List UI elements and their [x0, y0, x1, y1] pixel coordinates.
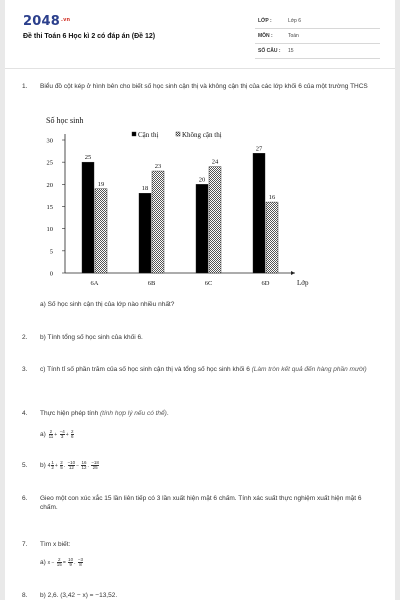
question-text: Biểu đồ cột kép ở hình bên cho biết số học sinh cận thị và không cận thị của các lớp khối 6 của một trường THCS: [40, 83, 368, 90]
question-text: a) Số học sinh cận thị của lớp nào nhiều nhất?: [40, 301, 175, 308]
x-tick-label: 6D: [261, 280, 270, 287]
question-text: Gieo một con xúc xắc 15 lần liên tiếp có 3 lần xuất hiện mặt 6 chấm. Tính xác suất thực nghiệm xuất hiện mặt 6 chấm.: [40, 495, 362, 511]
formula-expression: x − $\frac{2}{15}$ = $\frac{10}{9}$ . $\frac{-3}{8}$: [47, 557, 84, 568]
fraction: $\frac{1}{2}$: [51, 460, 54, 471]
y-axis-label: Số học sinh: [46, 116, 84, 125]
exam-meta: [255, 14, 380, 59]
x-axis-arrow: [291, 271, 295, 275]
fraction: $\frac{10}{9}$: [68, 557, 74, 568]
meta-value: Toán: [288, 33, 299, 39]
formula-expression: $\frac{2}{11}$ + $\frac{-4}{3}$ + $\frac{2}{6}$: [48, 429, 74, 440]
fraction: $\frac{-3}{8}$: [77, 557, 84, 568]
x-tick-label: 6B: [147, 280, 156, 287]
formula-line: [40, 461, 380, 471]
y-tick-label: 15: [46, 204, 53, 211]
bar-value-label: 24: [211, 158, 219, 166]
bar-value-label: 18: [141, 185, 149, 193]
bar: [82, 162, 94, 273]
bar: [196, 184, 208, 273]
fraction: $\frac{2}{11}$: [48, 429, 54, 440]
legend-swatch: [132, 132, 136, 136]
question-number: 3.: [22, 366, 28, 373]
question-text-end: .: [166, 410, 169, 417]
meta-key: LỚP :: [258, 18, 272, 24]
y-tick-label: 20: [46, 181, 53, 189]
bar-value-label: 23: [154, 163, 162, 171]
y-tick-label: 0: [49, 270, 53, 278]
bar: [253, 153, 265, 273]
fraction: $\frac{-18}{25}$: [91, 460, 99, 471]
question-text: [40, 365, 380, 374]
question-number: 8.: [22, 592, 28, 599]
meta-key: SỐ CÂU :: [258, 48, 281, 54]
question-number: 7.: [22, 541, 28, 548]
y-tick-label: 5: [49, 248, 53, 256]
logo-suffix: .vn: [60, 17, 71, 23]
bar: [209, 167, 221, 273]
question-text: [40, 409, 380, 418]
bar-value-label: 16: [268, 194, 276, 202]
formula-expression: 4 $\frac{1}{2}$ + $\frac{2}{5}$ . $\frac{-10}{12}$ − $\frac{16}{12}$ . $\frac{-18}{25}$: [47, 460, 99, 471]
question-text: b) 2,6. (3,42 − x) = −13,52.: [40, 592, 118, 599]
question-number: 5.: [22, 462, 28, 469]
exam-page: [5, 0, 395, 600]
y-tick-label: 10: [46, 226, 53, 234]
question-number: 4.: [22, 410, 28, 417]
formula-label: a): [40, 431, 46, 438]
formula-label: a): [40, 559, 46, 566]
formula-line: [40, 430, 380, 440]
bar: [152, 171, 164, 273]
question-note: (tính hợp lý nếu có thể): [100, 410, 167, 417]
formula-line: [40, 558, 380, 568]
fraction: $\frac{2}{5}$: [60, 460, 63, 471]
divider: [5, 68, 395, 69]
question-note: (Làm tròn kết quả đến hàng phần mười): [251, 366, 367, 373]
y-tick-label: 30: [46, 137, 53, 145]
x-tick-label: 6C: [204, 280, 213, 287]
meta-row-count: [255, 44, 380, 59]
formula-label: b): [40, 462, 46, 469]
bar: [266, 202, 278, 273]
question-text-main: c) Tính tỉ số phần trăm của số học sinh cận thị và tổng số học sinh khối 6: [40, 366, 250, 373]
fraction: $\frac{16}{12}$: [81, 460, 87, 471]
y-tick-label: 25: [46, 159, 53, 167]
x-axis-label: Lớp: [297, 279, 309, 287]
bar: [95, 189, 107, 273]
bar: [139, 193, 151, 273]
meta-row-class: [255, 14, 380, 29]
bar-value-label: 19: [97, 180, 105, 188]
bar-chart: [30, 110, 330, 295]
x-tick-label: 6A: [90, 280, 99, 287]
fraction: $\frac{2}{15}$: [56, 557, 62, 568]
bar-value-label: 20: [198, 176, 206, 184]
meta-value: 15: [288, 48, 294, 54]
question-text: Tìm x biết:: [40, 541, 71, 548]
legend-label: Cận thị: [138, 131, 159, 139]
question-text: b) Tính tổng số học sinh của khối 6.: [40, 334, 143, 341]
question-number: 1.: [22, 83, 28, 90]
question-text-main: Thực hiện phép tính: [40, 410, 99, 417]
meta-row-subject: [255, 29, 380, 44]
question-number: 6.: [22, 495, 28, 502]
page-title: Đề thi Toán 6 Học kì 2 có đáp án (Đề 12): [23, 33, 156, 40]
legend-label: Không cận thị: [182, 131, 222, 139]
meta-key: MÔN :: [258, 33, 273, 39]
legend-swatch: [176, 132, 180, 136]
question-number: 2.: [22, 334, 28, 341]
fraction: $\frac{-10}{12}$: [67, 460, 76, 471]
meta-value: Lớp 6: [288, 18, 302, 24]
fraction: $\frac{-4}{3}$: [59, 429, 65, 440]
logo-text: 2048: [23, 14, 60, 29]
fraction: $\frac{2}{6}$: [71, 429, 74, 440]
bar-value-label: 27: [255, 145, 263, 153]
site-logo[interactable]: [23, 14, 70, 29]
bar-value-label: 25: [84, 154, 92, 162]
